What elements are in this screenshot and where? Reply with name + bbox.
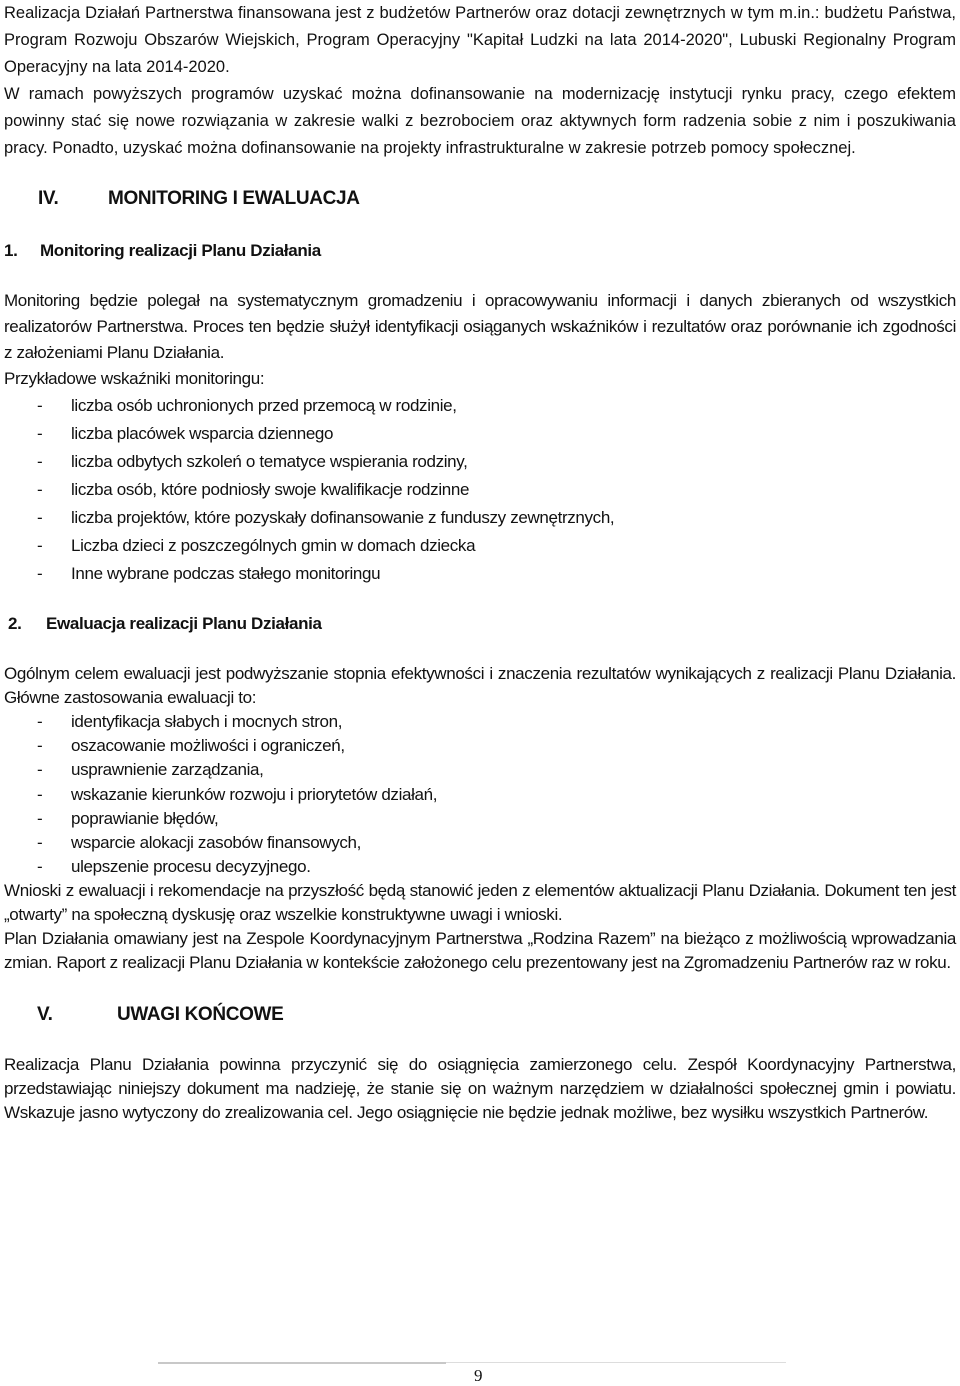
closing-paragraph: Realizacja Planu Działania powinna przyczynić się do osiągnięcia zamierzonego celu. Zespół Koordynacyjny Partnerstwa, przedstawiając niniejszy dokument ma nadzieję, że stanie się on ważnym narzędziem w działalności społecznej gmin i powiatu. Wskazuje jasno wytyczony do zrealizowania cel. Jego osiągnięcie nie będzie jednak możliwe, bez wysiłku wszystkich Partnerów.: [4, 1055, 956, 1123]
section-5-number: V.: [37, 1004, 53, 1026]
subsection-1-number: 1.: [4, 241, 18, 260]
list-item: - wskazanie kierunków rozwoju i priorytetów działań,: [37, 784, 438, 804]
list-item: - usprawnienie zarządzania,: [37, 760, 264, 780]
section-4-heading: [4, 187, 956, 211]
list-item: - wsparcie alokacji zasobów finansowych,: [37, 833, 362, 853]
evaluation-paragraph-1: Ogólnym celem ewaluacji jest podwyższanie stopnia efektywności i znaczenia rezultatów wynikających z realizacji Planu Działania. Główne zastosowania ewaluacji to:: [4, 664, 956, 707]
list-item: - liczba odbytych szkoleń o tematyce wspierania rodziny,: [37, 452, 468, 471]
evaluation-paragraph-3: Plan Działania omawiany jest na Zespole Koordynacyjnym Partnerstwa „Rodzina Razem” na bieżąco z możliwością wprowadzania zmian. Raport z realizacji Planu Działania w kontekście założonego celu prezentowany jest na Zgromadzeniu Partnerów raz w roku.: [4, 929, 956, 973]
footer-divider: [158, 1362, 446, 1364]
document-page: [4, 0, 956, 1125]
monitoring-indicators-list: [4, 392, 956, 588]
footer-divider-extension: [446, 1362, 786, 1363]
section-4-number: IV.: [38, 188, 59, 209]
intro-paragraph-2: W ramach powyższych programów uzyskać można dofinansowanie na modernizację instytucji rynku pracy, czego efektem powinny stać się nowe rozwiązania w zakresie walki z bezrobociem oraz aktywnych form radzenia sobie z nim i poszukiwania pracy. Ponadto, uzyskać można dofinansowanie na projekty infrastrukturalne w zakresie potrzeb pomocy społecznej.: [4, 85, 956, 157]
evaluation-uses-list: [4, 710, 956, 879]
section-5-heading: [4, 1003, 956, 1027]
list-item: - oszacowanie możliwości i ograniczeń,: [37, 736, 345, 756]
subsection-2-title: Ewaluacja realizacji Planu Działania: [46, 614, 322, 633]
list-item: - poprawianie błędów,: [37, 808, 219, 828]
page-number: 9: [474, 1366, 483, 1385]
list-item: - Liczba dzieci z poszczególnych gmin w domach dziecka: [37, 536, 476, 555]
list-item: - identyfikacja słabych i mocnych stron,: [37, 712, 343, 731]
intro-paragraph-1: Realizacja Działań Partnerstwa finansowana jest z budżetów Partnerów oraz dotacji zewnętrznych w tym m.in.: budżetu Państwa, Program Rozwoju Obszarów Wiejskich, Program Operacyjny "Kapitał Ludzki na lata 2014-2020", Lubuski Regionalny Program Operacyjny na lata 2014-2020.: [4, 4, 956, 76]
list-item: - liczba osób uchronionych przed przemocą w rodzinie,: [37, 396, 457, 415]
list-item: - liczba projektów, które pozyskały dofinansowanie z funduszy zewnętrznych,: [37, 508, 615, 527]
list-item: - Inne wybrane podczas stałego monitoringu: [37, 564, 381, 583]
subsection-2-heading: [4, 612, 956, 636]
list-item: - liczba osób, które podniosły swoje kwalifikacje rodzinne: [37, 480, 470, 499]
section-5-title: UWAGI KOŃCOWE: [117, 1004, 284, 1026]
evaluation-paragraph-2: Wnioski z ewaluacji i rekomendacje na przyszłość będą stanowić jeden z elementów aktualizacji Planu Działania. Dokument ten jest „otwarty” na społeczną dyskusję oraz wszelkie konstruktywne uwagi i wnioski.: [4, 881, 956, 925]
monitoring-paragraph-2: Przykładowe wskaźniki monitoringu:: [4, 369, 265, 388]
subsection-1-heading: [4, 239, 956, 263]
monitoring-paragraph-1: Monitoring będzie polegał na systematycznym gromadzeniu i opracowywaniu informacji i danych zbieranych od wszystkich realizatorów Partnerstwa. Proces ten będzie służył identyfikacji osiąganych wskaźników i rezultatów oraz porównanie ich zgodności z założeniami Planu Działania.: [4, 291, 956, 362]
list-item: - liczba placówek wsparcia dziennego: [37, 424, 334, 443]
section-4-title: MONITORING I EWALUACJA: [108, 188, 360, 209]
subsection-1-title: Monitoring realizacji Planu Działania: [40, 241, 321, 260]
intro-section: [4, 0, 956, 162]
list-item: - ulepszenie procesu decyzyjnego.: [37, 857, 311, 877]
subsection-2-number: 2.: [8, 614, 22, 633]
